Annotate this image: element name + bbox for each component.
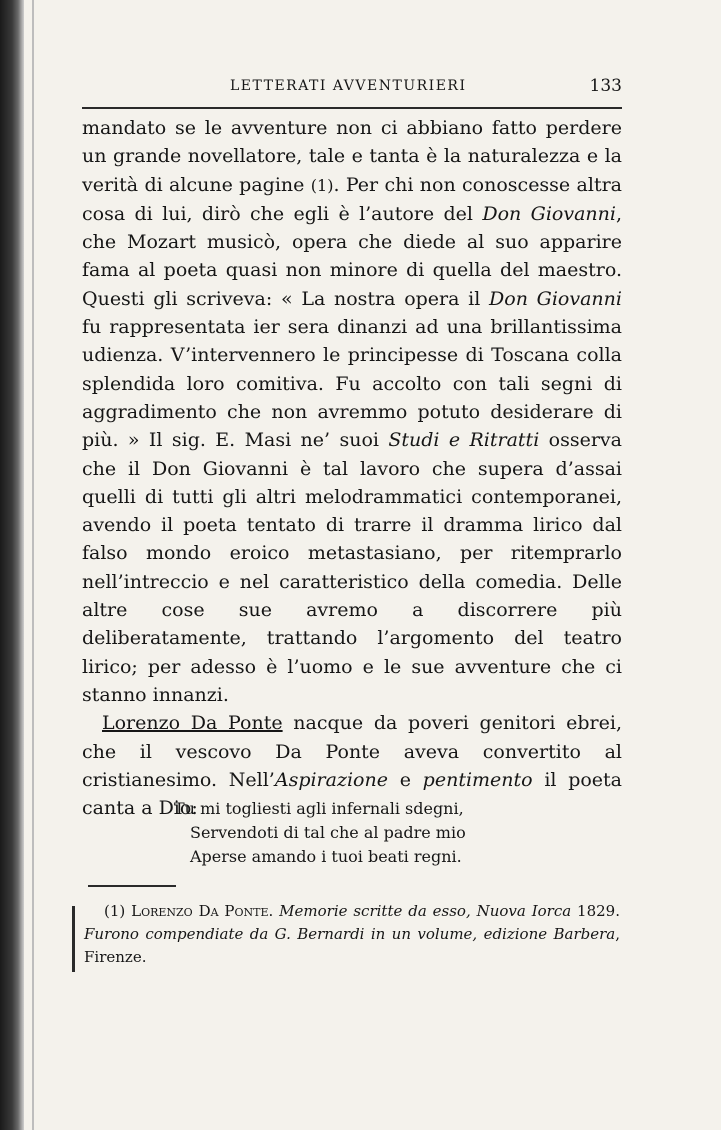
poem-line: Aperse amando i tuoi beati regni. xyxy=(190,847,462,866)
footnote-reference: (1) xyxy=(310,175,334,195)
poem-line: Tu mi togliesti agli infernali sdegni, xyxy=(174,799,464,818)
text-run: e xyxy=(387,768,423,791)
text-run: . xyxy=(268,902,280,920)
page-header xyxy=(82,78,622,100)
footnote-author: Lorenzo Da Ponte xyxy=(131,902,269,920)
header-rule xyxy=(82,107,622,109)
main-text xyxy=(82,114,622,822)
footnote-year: 1829. xyxy=(571,902,620,920)
paragraph-1 xyxy=(82,114,622,709)
text-run: nacque da poveri genitori ebrei, che il vescovo Da Ponte aveva convertito al cristianesimo. Nell’ xyxy=(82,712,622,791)
page-gutter-line xyxy=(32,0,34,1130)
poem-quote xyxy=(174,797,466,869)
underlined-name: Lorenzo Da Ponte xyxy=(102,712,283,735)
running-title: LETTERATI AVVENTURIERI xyxy=(230,78,467,94)
footnote xyxy=(84,900,620,969)
title-don-giovanni-2: Don Giovanni xyxy=(489,287,622,310)
title-aspirazione: Aspirazione xyxy=(274,768,388,791)
footnote-detail: Furono compendiate da G. Bernardi in un volume, edizione Barbera xyxy=(84,925,616,943)
handwritten-margin-mark xyxy=(72,906,75,972)
text-run: il poeta canta a Dio: xyxy=(82,768,623,820)
footnote-title: Memorie scritte da esso, Nuova Iorca xyxy=(279,902,572,920)
title-studi-e-ritratti: Studi e Ritratti xyxy=(388,429,540,452)
book-spine-shadow xyxy=(0,0,24,1130)
text-run: fu rappresentata ier sera dinanzi ad una brillantissima udienza. V’intervennero le principesse di Toscana colla splendida loro comitiva. Fu accolto con tali segni di aggradimento che non avremmo potuto desiderare di più. » Il sig. E. Masi ne’ suoi xyxy=(82,316,622,452)
text-run: , che Mozart musicò, opera che diede al suo apparire fama al poeta quasi non minore di quella del maestro. Questi gli scriveva: « La nostra opera il xyxy=(82,202,623,310)
text-run: . Per chi non conoscesse altra cosa di lui, dirò che egli è l’autore del xyxy=(82,173,622,225)
title-pentimento: pentimento xyxy=(422,768,533,791)
footnote-rule xyxy=(88,885,176,887)
text-run: osserva che il Don Giovanni è tal lavoro che supera d’assai quelli di tutti gli altri melodrammatici contemporanei, avendo il poeta tentato di trarre il dramma lirico dal falso mondo eroico metastasiano, per ritemprarlo nell’intreccio e nel caratteristico della comedia. Delle altre cose sue avremo a discorrere più deliberatamente, trattando l’argomento del teatro lirico; per adesso è l’uomo e le sue avventure che ci stanno innanzi. xyxy=(82,429,622,706)
title-don-giovanni: Don Giovanni xyxy=(482,202,616,225)
text-run: mandato se le avventure non ci abbiano fatto perdere un grande novellatore, tale e tanta è la naturalezza e la verità di alcune pagine xyxy=(82,117,622,196)
poem-line: Servendoti di tal che al padre mio xyxy=(190,823,466,842)
text-run: , Firenze. xyxy=(84,925,620,966)
page-number: 133 xyxy=(589,76,622,96)
footnote-marker: (1) xyxy=(104,902,126,920)
